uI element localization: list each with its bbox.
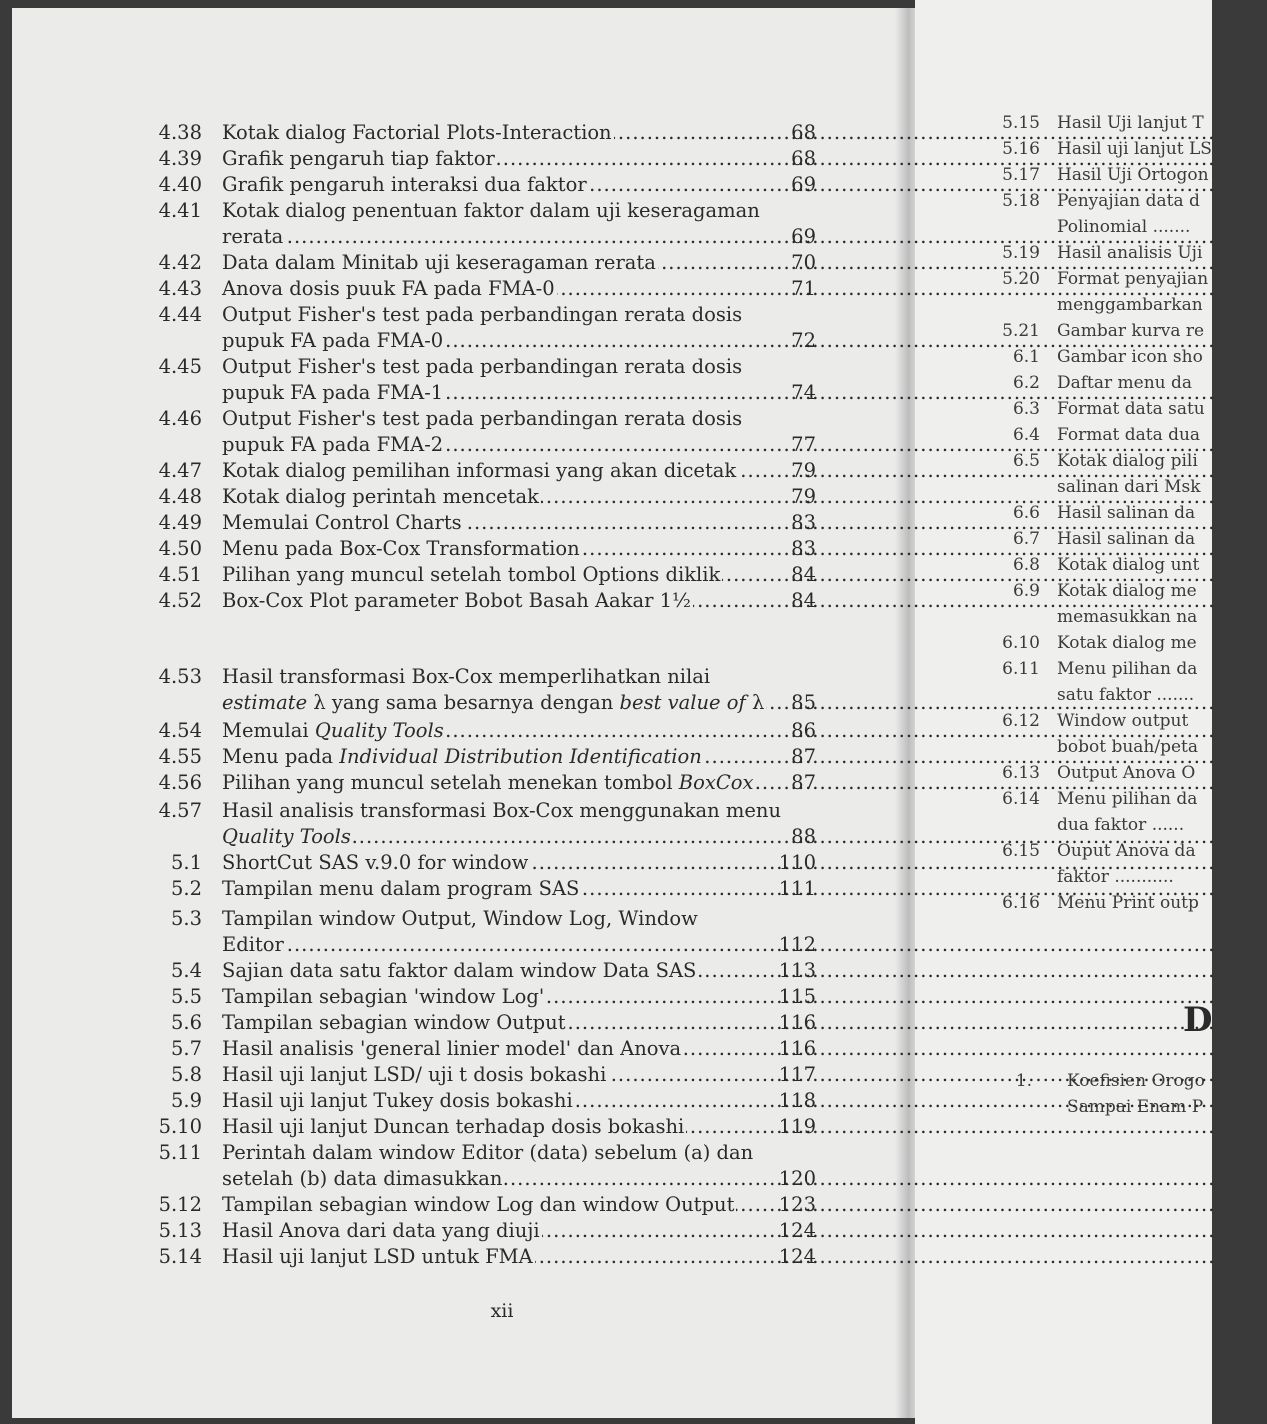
figure-title bbox=[222, 1114, 752, 1140]
right-figure-title: faktor ........... bbox=[1057, 867, 1174, 887]
figure-title-line: Pilihan yang muncul setelah tombol Options diklik bbox=[222, 563, 721, 586]
figure-entry bbox=[12, 354, 912, 406]
figure-number: 5.13 bbox=[158, 1219, 202, 1242]
figure-title-line: setelah (b) data dimasukkan bbox=[222, 1167, 503, 1190]
figure-number: 4.57 bbox=[158, 799, 202, 822]
figure-title-line: Hasil Anova dari data yang diuji bbox=[222, 1219, 540, 1242]
figure-title bbox=[222, 406, 752, 458]
page-ref: 79 bbox=[791, 485, 816, 508]
page-ref: 118 bbox=[778, 1089, 816, 1112]
figure-number: 4.41 bbox=[158, 199, 202, 222]
figure-number: 4.47 bbox=[158, 459, 202, 482]
right-figure-title: bobot buah/peta bbox=[1057, 737, 1199, 757]
right-figure-title: Gambar icon sho bbox=[1057, 347, 1203, 367]
page-ref: 117 bbox=[778, 1063, 816, 1086]
figure-title bbox=[222, 876, 752, 902]
figure-title bbox=[222, 906, 752, 958]
right-figure-title: Hasil uji lanjut LS bbox=[1057, 139, 1212, 159]
figure-title bbox=[222, 1062, 752, 1088]
page-ref: 74 bbox=[791, 381, 816, 404]
figure-title bbox=[222, 1010, 752, 1036]
list-number: 1. bbox=[1015, 1071, 1032, 1091]
figure-entry bbox=[12, 406, 912, 458]
figure-title-line: Hasil analisis transformasi Box-Cox menggunakan menu bbox=[222, 799, 782, 822]
right-figure-number: 6.7 bbox=[1012, 529, 1040, 549]
right-figure-title: Hasil Uji lanjut T bbox=[1057, 113, 1204, 133]
figure-title bbox=[222, 984, 752, 1010]
figure-title-line: Tampilan sebagian window Output bbox=[222, 1011, 566, 1034]
figure-title bbox=[222, 770, 752, 796]
right-figure-number: 6.13 bbox=[1002, 763, 1040, 783]
page-ref: 70 bbox=[791, 251, 816, 274]
figure-number: 4.44 bbox=[158, 303, 202, 326]
right-figure-title: Menu Print outp bbox=[1057, 893, 1199, 913]
page-ref: 87 bbox=[791, 771, 816, 794]
figure-title bbox=[222, 798, 782, 850]
figure-number: 5.12 bbox=[158, 1193, 202, 1216]
figure-title-line: Anova dosis puuk FA pada FMA-0 bbox=[222, 277, 555, 300]
right-figure-number: 6.9 bbox=[1012, 581, 1040, 601]
figure-entry bbox=[12, 198, 912, 250]
figure-number: 4.51 bbox=[158, 563, 202, 586]
figure-title-line: Sajian data satu faktor dalam window Data SAS bbox=[222, 959, 697, 982]
right-figure-title: Output Anova O bbox=[1057, 763, 1196, 783]
figure-title bbox=[222, 198, 760, 250]
figure-title-line: Hasil uji lanjut Tukey dosis bokashi bbox=[222, 1089, 573, 1112]
figure-title bbox=[222, 536, 752, 562]
figure-entry bbox=[12, 664, 912, 716]
figure-entry bbox=[12, 798, 912, 850]
figure-title-line: Output Fisher's test pada perbandingan rerata dosis bbox=[222, 303, 743, 326]
right-figure-title: Gambar kurva re bbox=[1057, 321, 1205, 341]
figure-title bbox=[222, 1140, 752, 1192]
figure-title-line: Hasil uji lanjut Duncan terhadap dosis bokashi bbox=[222, 1115, 685, 1138]
page-ref: 87 bbox=[791, 745, 816, 768]
figure-title-line: Kotak dialog penentuan faktor dalam uji keseragaman bbox=[222, 199, 760, 222]
chapter-heading-fragment: D bbox=[1183, 1000, 1213, 1040]
figure-title bbox=[222, 354, 752, 406]
right-figure-title: Hasil salinan da bbox=[1057, 503, 1196, 523]
figure-title-line: pupuk FA pada FMA-2 bbox=[222, 433, 444, 456]
figure-title-line: pupuk FA pada FMA-0 bbox=[222, 329, 444, 352]
figure-title-line: estimate λ yang sama besarnya dengan best value of λ bbox=[222, 691, 765, 714]
figure-title-line: pupuk FA pada FMA-1 bbox=[222, 381, 444, 404]
figure-number: 4.43 bbox=[158, 277, 202, 300]
figure-number: 4.48 bbox=[158, 485, 202, 508]
figure-number: 5.7 bbox=[170, 1037, 202, 1060]
figure-title bbox=[222, 458, 752, 484]
figure-title-line: Grafik pengaruh tiap faktor bbox=[222, 147, 495, 170]
right-figure-title: Menu pilihan da bbox=[1057, 659, 1198, 679]
page-ref: 69 bbox=[791, 225, 816, 248]
page-ref: 116 bbox=[778, 1011, 816, 1034]
figure-entry bbox=[12, 588, 912, 640]
right-figure-number: 6.3 bbox=[1012, 399, 1040, 419]
figure-number: 5.10 bbox=[158, 1115, 202, 1138]
page-ref: 86 bbox=[791, 719, 816, 742]
figure-title-line: Tampilan sebagian window Log dan window Output bbox=[222, 1193, 735, 1216]
figure-entry bbox=[12, 1140, 912, 1192]
figure-title-line: Output Fisher's test pada perbandingan rerata dosis bbox=[222, 407, 743, 430]
right-figure-title: Window output bbox=[1057, 711, 1189, 731]
figure-title-line: Menu pada Box-Cox Transformation bbox=[222, 537, 580, 560]
figure-title bbox=[222, 1218, 752, 1244]
figure-title-line: Kotak dialog perintah mencetak bbox=[222, 485, 539, 508]
list-text-line-1: Koefisien Orogo bbox=[1067, 1071, 1205, 1091]
page-ref: 79 bbox=[791, 459, 816, 482]
figure-title-line: ShortCut SAS v.9.0 for window bbox=[222, 851, 529, 874]
figure-title-line: Data dalam Minitab uji keseragaman rerata bbox=[222, 251, 656, 274]
right-figure-title: salinan dari Msk bbox=[1057, 477, 1201, 497]
figure-number: 4.50 bbox=[158, 537, 202, 560]
figure-number: 5.6 bbox=[170, 1011, 202, 1034]
list-of-figures-left bbox=[12, 8, 912, 1308]
figure-number: 5.5 bbox=[170, 985, 202, 1008]
right-figure-title: menggambarkan bbox=[1057, 295, 1203, 315]
page-ref: 84 bbox=[791, 589, 816, 612]
page-ref: 72 bbox=[791, 329, 816, 352]
figure-title bbox=[222, 120, 752, 146]
right-figure-number: 5.18 bbox=[1002, 191, 1040, 211]
figure-title bbox=[222, 276, 752, 302]
figure-title bbox=[222, 562, 752, 588]
page-ref: 119 bbox=[778, 1115, 816, 1138]
figure-number: 4.52 bbox=[158, 589, 202, 612]
right-figure-title: Penyajian data d bbox=[1057, 191, 1200, 211]
figure-number: 4.40 bbox=[158, 173, 202, 196]
figure-title bbox=[222, 718, 752, 744]
page-ref: 124 bbox=[778, 1219, 816, 1242]
figure-title bbox=[222, 958, 752, 984]
page-ref: 77 bbox=[791, 433, 816, 456]
figure-title-line: Grafik pengaruh interaksi dua faktor bbox=[222, 173, 587, 196]
right-figure-title: Format penyajian bbox=[1057, 269, 1209, 289]
figure-title bbox=[222, 302, 752, 354]
right-figure-number: 6.11 bbox=[1002, 659, 1040, 679]
right-figure-title: Format data satu bbox=[1057, 399, 1205, 419]
page-ref: 116 bbox=[778, 1037, 816, 1060]
right-figure-number: 6.5 bbox=[1012, 451, 1040, 471]
page-ref: 68 bbox=[791, 147, 816, 170]
figure-title bbox=[222, 850, 752, 876]
left-page bbox=[12, 8, 908, 1418]
figure-title-line: Box-Cox Plot parameter Bobot Basah Aakar 1½ bbox=[222, 589, 691, 612]
right-figure-number: 5.16 bbox=[1002, 139, 1040, 159]
right-figure-number: 5.21 bbox=[1002, 321, 1040, 341]
right-figure-number: 5.20 bbox=[1002, 269, 1040, 289]
figure-title bbox=[222, 664, 765, 716]
list-text-line-2: Sampai Enam P bbox=[1067, 1097, 1204, 1117]
figure-number: 4.46 bbox=[158, 407, 202, 430]
figure-number: 4.39 bbox=[158, 147, 202, 170]
figure-title bbox=[222, 1036, 752, 1062]
figure-title bbox=[222, 510, 752, 536]
figure-title bbox=[222, 744, 752, 770]
right-figure-title: Polinomial ....... bbox=[1057, 217, 1191, 237]
right-figure-number: 6.10 bbox=[1002, 633, 1040, 653]
right-figure-title: Kotak dialog unt bbox=[1057, 555, 1200, 575]
page-ref: 69 bbox=[791, 173, 816, 196]
figure-title bbox=[222, 1088, 752, 1114]
figure-number: 4.54 bbox=[158, 719, 202, 742]
page-ref: 68 bbox=[791, 121, 816, 144]
right-figure-number: 6.14 bbox=[1002, 789, 1040, 809]
figure-title bbox=[222, 1244, 752, 1270]
figure-title-line: Menu pada Individual Distribution Identification bbox=[222, 745, 702, 768]
right-figure-number: 6.4 bbox=[1012, 425, 1040, 445]
figure-title-line: Kotak dialog pemilihan informasi yang akan dicetak bbox=[222, 459, 737, 482]
page-ref: 112 bbox=[778, 933, 816, 956]
figure-title bbox=[222, 146, 752, 172]
figure-title-line: Output Fisher's test pada perbandingan rerata dosis bbox=[222, 355, 743, 378]
page-ref: 115 bbox=[778, 985, 816, 1008]
figure-number: 5.3 bbox=[170, 907, 202, 930]
figure-number: 4.45 bbox=[158, 355, 202, 378]
right-figure-number: 6.16 bbox=[1002, 893, 1040, 913]
figure-title-line: Memulai Control Charts bbox=[222, 511, 462, 534]
figure-number: 4.53 bbox=[158, 665, 202, 688]
right-figure-number: 5.17 bbox=[1002, 165, 1040, 185]
right-figure-number: 6.2 bbox=[1012, 373, 1040, 393]
right-figure-number: 6.12 bbox=[1002, 711, 1040, 731]
page-ref: 123 bbox=[778, 1193, 816, 1216]
right-figure-title: Format data dua bbox=[1057, 425, 1201, 445]
figure-title-line: Hasil transformasi Box-Cox memperlihatkan nilai bbox=[222, 665, 711, 688]
figure-title bbox=[222, 484, 752, 510]
figure-number: 5.14 bbox=[158, 1245, 202, 1268]
page-ref: 85 bbox=[791, 691, 816, 714]
right-figure-title: Hasil salinan da bbox=[1057, 529, 1196, 549]
right-figure-title: memasukkan na bbox=[1057, 607, 1198, 627]
figure-number: 4.49 bbox=[158, 511, 202, 534]
figure-number: 4.55 bbox=[158, 745, 202, 768]
figure-title-line: Hasil uji lanjut LSD/ uji t dosis bokashi bbox=[222, 1063, 607, 1086]
figure-number: 5.9 bbox=[170, 1089, 202, 1112]
right-figure-title: satu faktor ....... bbox=[1057, 685, 1195, 705]
right-figure-title: Kotak dialog me bbox=[1057, 581, 1197, 601]
figure-title-line: Quality Tools bbox=[222, 825, 351, 848]
page-ref: 124 bbox=[778, 1245, 816, 1268]
right-figure-title: dua faktor ...... bbox=[1057, 815, 1185, 835]
right-figure-title: Ouput Anova da bbox=[1057, 841, 1196, 861]
page-ref: 88 bbox=[791, 825, 816, 848]
right-figure-title: Hasil analisis Uji bbox=[1057, 243, 1203, 263]
right-figure-number: 5.15 bbox=[1002, 113, 1040, 133]
page-ref: 83 bbox=[791, 537, 816, 560]
right-figure-number: 6.8 bbox=[1012, 555, 1040, 575]
figure-title-line: Kotak dialog Factorial Plots-Interaction bbox=[222, 121, 612, 144]
right-figure-number: 6.15 bbox=[1002, 841, 1040, 861]
right-figure-title: Daftar menu da bbox=[1057, 373, 1193, 393]
figure-title bbox=[222, 588, 752, 614]
right-figure-number: 5.19 bbox=[1002, 243, 1040, 263]
figure-entry bbox=[12, 1244, 912, 1296]
figure-title-line: Hasil analisis 'general linier model' dan Anova bbox=[222, 1037, 682, 1060]
figure-number: 5.4 bbox=[170, 959, 202, 982]
figure-title-line: Tampilan menu dalam program SAS bbox=[222, 877, 580, 900]
figure-number: 4.42 bbox=[158, 251, 202, 274]
figure-number: 5.1 bbox=[170, 851, 202, 874]
figure-title-line: Tampilan sebagian 'window Log' bbox=[222, 985, 545, 1008]
right-figure-number: 6.6 bbox=[1012, 503, 1040, 523]
page-ref: 84 bbox=[791, 563, 816, 586]
right-figure-title: Kotak dialog pili bbox=[1057, 451, 1198, 471]
figure-number: 4.38 bbox=[158, 121, 202, 144]
figure-entry bbox=[12, 302, 912, 354]
figure-title-line: Memulai Quality Tools bbox=[222, 719, 444, 742]
page-ref: 71 bbox=[791, 277, 816, 300]
right-figure-number: 6.1 bbox=[1012, 347, 1040, 367]
page-ref: 83 bbox=[791, 511, 816, 534]
page-number: xii bbox=[490, 1300, 514, 1322]
page-ref: 113 bbox=[778, 959, 816, 982]
figure-title-line: Perintah dalam window Editor (data) sebelum (a) dan bbox=[222, 1141, 754, 1164]
figure-number: 4.56 bbox=[158, 771, 202, 794]
figure-title-line: Pilihan yang muncul setelah menekan tombol BoxCox bbox=[222, 771, 754, 794]
figure-title bbox=[222, 172, 752, 198]
right-figure-title: Hasil Uji Ortogon bbox=[1057, 165, 1209, 185]
figure-title bbox=[222, 1192, 752, 1218]
page-ref: 111 bbox=[778, 877, 816, 900]
figure-entry bbox=[12, 906, 912, 958]
figure-title-line: Tampilan window Output, Window Log, Window bbox=[222, 907, 698, 930]
page-ref: 120 bbox=[778, 1167, 816, 1190]
figure-title-line: Editor bbox=[222, 933, 284, 956]
figure-title-line: rerata bbox=[222, 225, 284, 248]
page-ref: 110 bbox=[778, 851, 816, 874]
figure-title bbox=[222, 250, 752, 276]
figure-number: 5.8 bbox=[170, 1063, 202, 1086]
right-figure-title: Menu pilihan da bbox=[1057, 789, 1198, 809]
figure-number: 5.11 bbox=[158, 1141, 202, 1164]
figure-title-line: Hasil uji lanjut LSD untuk FMA bbox=[222, 1245, 533, 1268]
right-figure-title: Kotak dialog me bbox=[1057, 633, 1197, 653]
figure-number: 5.2 bbox=[170, 877, 202, 900]
